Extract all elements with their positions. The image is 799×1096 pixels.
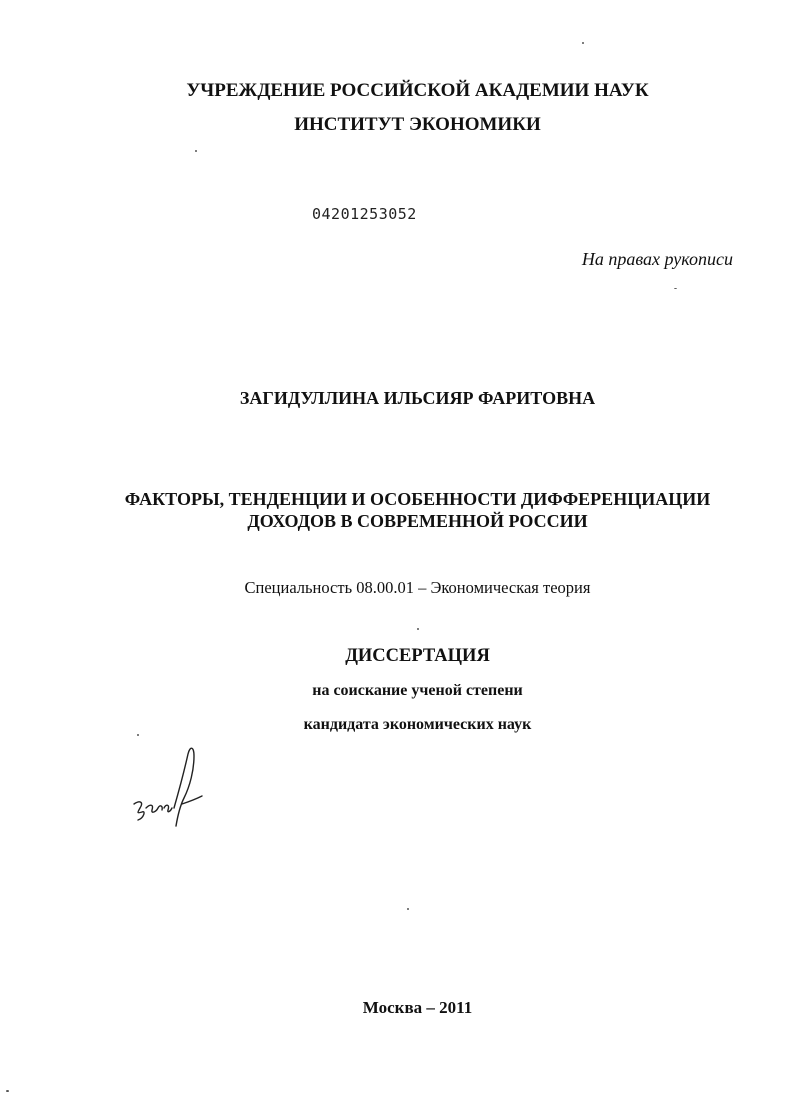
specialty: Специальность 08.00.01 – Экономическая теория bbox=[244, 578, 591, 597]
document-type: ДИССЕРТАЦИЯ bbox=[345, 646, 490, 666]
handwritten-signature-icon bbox=[130, 742, 205, 832]
scan-speck bbox=[417, 628, 419, 630]
dissertation-title bbox=[0, 488, 799, 532]
scan-speck bbox=[407, 908, 409, 910]
degree-line-2: кандидата экономических наук bbox=[303, 716, 532, 733]
title-line-2: ДОХОДОВ В СОВРЕМЕННОЙ РОССИИ bbox=[247, 511, 588, 531]
scan-speck bbox=[674, 288, 677, 289]
scan-speck bbox=[195, 150, 197, 152]
degree-line-1: на соискание ученой степени bbox=[312, 682, 523, 699]
institution-name-line1: УЧРЕЖДЕНИЕ РОССИЙСКОЙ АКАДЕМИИ НАУК bbox=[186, 80, 649, 101]
manuscript-note: На правах рукописи bbox=[581, 249, 733, 269]
document-code: 04201253052 bbox=[312, 205, 417, 223]
scan-speck bbox=[6, 1090, 9, 1092]
scan-speck bbox=[137, 734, 139, 736]
footer-city-year: Москва – 2011 bbox=[362, 998, 473, 1017]
author-name: ЗАГИДУЛЛИНА ИЛЬСИЯР ФАРИТОВНА bbox=[239, 388, 596, 408]
scan-speck bbox=[582, 42, 584, 44]
title-line-1: ФАКТОРЫ, ТЕНДЕНЦИИ И ОСОБЕННОСТИ ДИФФЕРЕНЦИАЦИИ bbox=[124, 489, 711, 509]
institution-name-line2: ИНСТИТУТ ЭКОНОМИКИ bbox=[294, 114, 541, 135]
